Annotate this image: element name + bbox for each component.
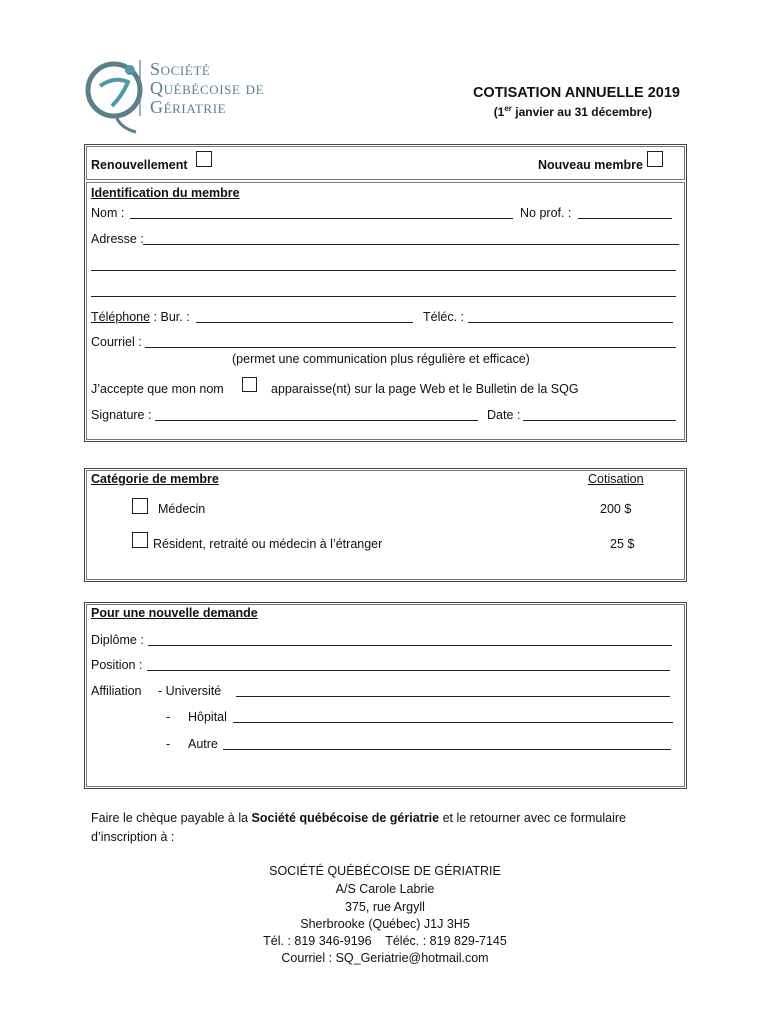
address-field-1[interactable]	[143, 244, 679, 245]
mailing-address-line: 375, rue Argyll	[345, 900, 425, 914]
prof-no-field[interactable]	[578, 218, 672, 219]
other-label: Autre	[188, 737, 218, 751]
email-note: (permet une communication plus régulière et efficace)	[232, 352, 530, 366]
date-label: Date :	[487, 408, 521, 422]
mailing-address-line: Sherbrooke (Québec) J1J 3H5	[300, 917, 470, 931]
address-field-3[interactable]	[91, 296, 676, 297]
other-dash: -	[166, 737, 171, 751]
renewal-label: Renouvellement	[91, 158, 188, 172]
resident-fee: 25 $	[610, 537, 635, 551]
category-inner	[86, 470, 685, 580]
physician-fee: 200 $	[600, 502, 632, 516]
contact-email: Courriel : SQ_Geriatrie@hotmail.com	[281, 951, 489, 965]
email-label: Courriel :	[91, 335, 142, 349]
logo-line-2: Québécoise de	[150, 78, 265, 98]
phone-row	[91, 310, 190, 324]
address-label: Adresse :	[91, 232, 144, 246]
page-subtitle: (1er janvier au 31 décembre)	[493, 104, 652, 119]
phone-bur-label: : Bur. :	[150, 310, 190, 324]
resident-checkbox[interactable]	[132, 532, 148, 548]
other-field[interactable]	[223, 749, 671, 750]
consent-text-post: apparaisse(nt) sur la page Web et le Bulletin de la SQG	[271, 382, 579, 396]
phone-label: Téléphone	[91, 310, 151, 324]
fee-heading: Cotisation	[588, 472, 644, 486]
hospital-dash: -	[166, 710, 171, 724]
university-field[interactable]	[236, 696, 670, 697]
name-field[interactable]	[130, 218, 513, 219]
new-member-option	[538, 158, 643, 172]
position-field[interactable]	[147, 670, 670, 671]
logo-line-3: Gériatrie	[150, 97, 227, 117]
mailing-address-line: A/S Carole Labrie	[335, 882, 435, 896]
consent-text-pre: J’accepte que mon nom	[91, 382, 224, 396]
phone-field[interactable]	[196, 322, 413, 323]
diploma-label: Diplôme :	[91, 633, 144, 647]
mailing-address-line: SOCIÉTÉ QUÉBÉCOISE DE GÉRIATRIE	[269, 864, 501, 878]
logo-line-1: Société	[150, 59, 211, 79]
consent-checkbox[interactable]	[242, 377, 257, 392]
hospital-field[interactable]	[233, 722, 673, 723]
hospital-label: Hôpital	[188, 710, 227, 724]
diploma-field[interactable]	[148, 645, 672, 646]
physician-checkbox[interactable]	[132, 498, 148, 514]
identification-heading: Identification du membre	[91, 186, 240, 200]
signature-label: Signature :	[91, 408, 152, 422]
university-label: - Université	[158, 684, 222, 698]
physician-label: Médecin	[158, 502, 206, 516]
page-title: COTISATION ANNUELLE 2019	[472, 85, 680, 101]
name-label: Nom :	[91, 206, 125, 220]
fax-label: Téléc. :	[423, 310, 464, 324]
payment-instruction: Faire le chèque payable à la Société québécoise de gériatrie et le retourner avec ce formulaire	[91, 811, 626, 825]
payment-instruction-line2: d’inscription à :	[91, 830, 175, 844]
email-field[interactable]	[145, 347, 676, 348]
renewal-option	[91, 158, 188, 172]
address-field-2[interactable]	[91, 270, 676, 271]
fax-field[interactable]	[468, 322, 673, 323]
signature-field[interactable]	[155, 420, 478, 421]
contact-phone-fax: Tél. : 819 346-9196 Téléc. : 819 829-7145	[263, 934, 507, 948]
new-member-checkbox[interactable]	[647, 151, 663, 167]
prof-no-label: No prof. :	[520, 206, 572, 220]
logo-text	[150, 60, 264, 117]
renewal-checkbox[interactable]	[196, 151, 212, 167]
category-heading: Catégorie de membre	[91, 472, 219, 486]
resident-label: Résident, retraité ou médecin à l’étranger	[153, 537, 383, 551]
new-member-label: Nouveau membre	[538, 158, 643, 172]
affiliation-label: Affiliation	[91, 684, 142, 698]
date-field[interactable]	[523, 420, 676, 421]
new-request-heading: Pour une nouvelle demande	[91, 606, 258, 620]
position-label: Position :	[91, 658, 143, 672]
